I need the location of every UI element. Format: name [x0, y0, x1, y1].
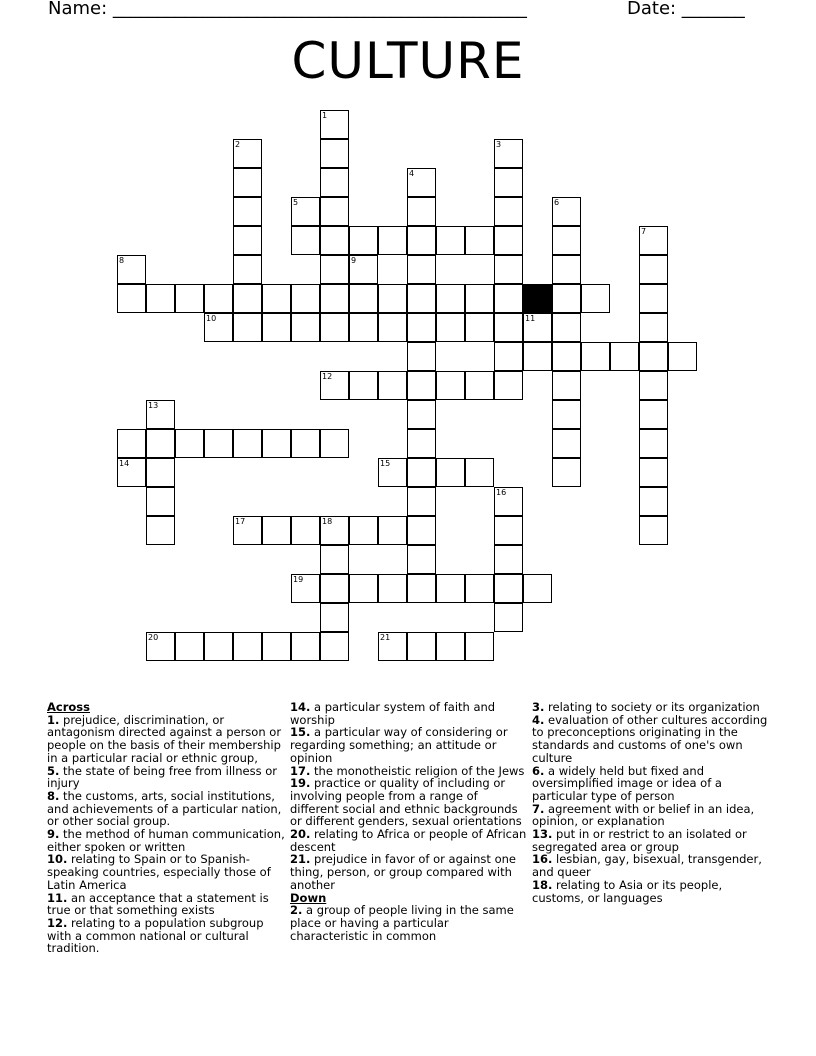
- grid-cell[interactable]: [639, 429, 668, 458]
- grid-cell[interactable]: [639, 371, 668, 400]
- grid-cell[interactable]: [610, 342, 639, 371]
- grid-cell[interactable]: [436, 226, 465, 255]
- grid-cell[interactable]: [639, 284, 668, 313]
- across-clue-9: 9. the method of human communication, either spoken or written: [47, 827, 285, 854]
- grid-cell[interactable]: [204, 632, 233, 661]
- grid-cell[interactable]: [639, 255, 668, 284]
- grid-cell[interactable]: [291, 632, 320, 661]
- grid-cell[interactable]: [639, 226, 668, 255]
- across-clue-5: 5. the state of being free from illness or injury: [47, 763, 277, 791]
- grid-cell[interactable]: [233, 255, 262, 284]
- across-clue-17: 17. the monotheistic religion of the Jews: [290, 763, 525, 778]
- clue-number: 15: [380, 459, 391, 468]
- clue-number: 21: [380, 633, 391, 642]
- grid-cell[interactable]: [378, 458, 407, 487]
- grid-cell[interactable]: [494, 545, 523, 574]
- grid-cell[interactable]: [175, 284, 204, 313]
- grid-cell[interactable]: [233, 168, 262, 197]
- grid-cell[interactable]: [320, 284, 349, 313]
- grid-cell[interactable]: [639, 313, 668, 342]
- across-clue-14: 14. a particular system of faith and worship: [290, 700, 496, 727]
- grid-cell[interactable]: [552, 284, 581, 313]
- grid-cell[interactable]: [378, 284, 407, 313]
- grid-cell[interactable]: [494, 284, 523, 313]
- grid-cell[interactable]: [233, 226, 262, 255]
- grid-cell[interactable]: [407, 429, 436, 458]
- grid-cell[interactable]: [146, 458, 175, 487]
- grid-cell[interactable]: [146, 516, 175, 545]
- grid-cell[interactable]: [320, 110, 349, 139]
- grid-cell[interactable]: [552, 458, 581, 487]
- clue-number: 6: [554, 198, 560, 207]
- grid-cell[interactable]: [291, 284, 320, 313]
- grid-cell[interactable]: [320, 197, 349, 226]
- grid-cell[interactable]: [552, 400, 581, 429]
- grid-cell[interactable]: [262, 284, 291, 313]
- grid-cell[interactable]: [291, 226, 320, 255]
- grid-cell[interactable]: [407, 632, 436, 661]
- grid-cell[interactable]: [204, 284, 233, 313]
- grid-cell[interactable]: [262, 516, 291, 545]
- down-clue-16: 16. lesbian, gay, bisexual, transgender, and queer: [532, 852, 762, 880]
- grid-cell[interactable]: [320, 429, 349, 458]
- grid-cell[interactable]: [320, 255, 349, 284]
- grid-cell[interactable]: [204, 313, 233, 342]
- across-clue-20: 20. relating to Africa or people of African descent: [290, 827, 527, 854]
- across-clue-21: 21. prejudice in favor of or against one thing, person, or group compared with another: [290, 852, 516, 892]
- grid-cell[interactable]: [465, 371, 494, 400]
- grid-cell[interactable]: [494, 313, 523, 342]
- down-clue-13: 13. put in or restrict to an isolated or segregated area or group: [532, 827, 747, 854]
- grid-cell[interactable]: [407, 255, 436, 284]
- clue-number: 2: [235, 140, 241, 149]
- down-clue-2: 2. a group of people living in the same place or having a particular characteristic in common: [290, 903, 514, 943]
- grid-cell[interactable]: [378, 574, 407, 603]
- grid-cell[interactable]: [494, 226, 523, 255]
- clue-number: 19: [293, 575, 304, 584]
- grid-cell[interactable]: [407, 574, 436, 603]
- grid-cell[interactable]: [349, 371, 378, 400]
- grid-cell[interactable]: [349, 313, 378, 342]
- across-clue-12: 12. relating to a population subgroup with a common national or cultural tradition.: [47, 915, 264, 956]
- grid-cell[interactable]: [233, 197, 262, 226]
- grid-cell[interactable]: [581, 284, 610, 313]
- grid-cell[interactable]: [436, 574, 465, 603]
- down-clue-6: 6. a widely held but fixed and oversimplified image or idea of a particular type of person: [532, 763, 722, 803]
- grid-cell[interactable]: [552, 226, 581, 255]
- date-field[interactable]: Date: _______: [627, 0, 745, 19]
- grid-cell[interactable]: [320, 371, 349, 400]
- grid-cell[interactable]: [320, 632, 349, 661]
- down-heading: Down: [290, 890, 327, 905]
- grid-cell[interactable]: [436, 313, 465, 342]
- grid-cell[interactable]: [494, 342, 523, 371]
- grid-cell[interactable]: [523, 574, 552, 603]
- grid-cell[interactable]: [291, 429, 320, 458]
- grid-cell[interactable]: [494, 168, 523, 197]
- across-clue-8: 8. the customs, arts, social institutions, and achievements of a particular nation, or other social group.: [47, 788, 282, 829]
- grid-cell[interactable]: [407, 371, 436, 400]
- grid-cell[interactable]: [262, 429, 291, 458]
- grid-cell[interactable]: [320, 168, 349, 197]
- grid-cell[interactable]: [233, 516, 262, 545]
- clue-number: 14: [119, 459, 130, 468]
- grid-cell[interactable]: [581, 342, 610, 371]
- grid-cell[interactable]: [320, 545, 349, 574]
- grid-cell[interactable]: [523, 313, 552, 342]
- grid-cell[interactable]: [117, 429, 146, 458]
- clue-number: 17: [235, 517, 246, 526]
- grid-cell[interactable]: [552, 197, 581, 226]
- clues-column-2: [290, 701, 528, 942]
- grid-cell[interactable]: [465, 226, 494, 255]
- grid-cell[interactable]: [320, 226, 349, 255]
- grid-cell[interactable]: [668, 342, 697, 371]
- grid-cell[interactable]: [320, 313, 349, 342]
- grid-cell[interactable]: [320, 139, 349, 168]
- grid-cell[interactable]: [378, 371, 407, 400]
- grid-cell[interactable]: [146, 284, 175, 313]
- grid-cell[interactable]: [407, 458, 436, 487]
- clue-number: 20: [148, 633, 159, 642]
- grid-cell[interactable]: [349, 226, 378, 255]
- grid-cell[interactable]: [407, 168, 436, 197]
- grid-cell[interactable]: [117, 255, 146, 284]
- grid-cell[interactable]: [407, 342, 436, 371]
- across-heading: Across: [47, 700, 90, 714]
- grid-cell[interactable]: [117, 458, 146, 487]
- across-clue-19: 19. practice or quality of including or involving people from a range of different social and ethnic backgrounds or different genders, sexual orientations: [290, 776, 522, 829]
- grid-cell[interactable]: [204, 429, 233, 458]
- grid-cell[interactable]: [117, 284, 146, 313]
- down-clue-18: 18. relating to Asia or its people, customs, or languages: [532, 877, 723, 905]
- grid-cell[interactable]: [552, 255, 581, 284]
- grid-cell[interactable]: [349, 284, 378, 313]
- clues-column-1: [47, 701, 285, 955]
- clue-number: 13: [148, 401, 159, 410]
- across-clue-10: 10. relating to Spain or to Spanish-speaking countries, especially those of Latin America: [47, 852, 271, 892]
- grid-cell[interactable]: [349, 574, 378, 603]
- grid-cell[interactable]: [494, 603, 523, 632]
- grid-cell[interactable]: [494, 487, 523, 516]
- grid-cell[interactable]: [465, 632, 494, 661]
- grid-cell[interactable]: [233, 139, 262, 168]
- grid-cell[interactable]: [465, 574, 494, 603]
- grid-cell[interactable]: [233, 313, 262, 342]
- grid-cell[interactable]: [378, 226, 407, 255]
- grid-cell[interactable]: [494, 371, 523, 400]
- down-clue-4: 4. evaluation of other cultures according to preconceptions originating in the standards and customs of one's own culture: [532, 712, 768, 765]
- grid-cell[interactable]: [639, 516, 668, 545]
- grid-cell[interactable]: [262, 313, 291, 342]
- grid-cell[interactable]: [378, 516, 407, 545]
- clues-column-3: [532, 701, 770, 904]
- grid-cell[interactable]: [407, 226, 436, 255]
- grid-cell[interactable]: [146, 400, 175, 429]
- grid-cell[interactable]: [233, 632, 262, 661]
- grid-cell[interactable]: [291, 574, 320, 603]
- grid-cell[interactable]: [494, 197, 523, 226]
- grid-cell[interactable]: [552, 342, 581, 371]
- grid-cell[interactable]: [175, 632, 204, 661]
- across-clue-11: 11. an acceptance that a statement is true or that something exists: [47, 890, 269, 918]
- clue-number: 12: [322, 372, 333, 381]
- grid-cell[interactable]: [146, 487, 175, 516]
- grid-cell[interactable]: [407, 313, 436, 342]
- grid-cell[interactable]: [465, 284, 494, 313]
- clue-number: 3: [496, 140, 502, 149]
- grid-cell[interactable]: [552, 371, 581, 400]
- grid-cell[interactable]: [378, 313, 407, 342]
- clue-number: 18: [322, 517, 333, 526]
- grid-cell[interactable]: [262, 632, 291, 661]
- across-clue-1: 1. prejudice, discrimination, or antagonism directed against a person or people on the basis of their membership in a particular racial or ethnic group,: [47, 712, 282, 765]
- clue-number: 8: [119, 256, 125, 265]
- grid-cell[interactable]: [407, 545, 436, 574]
- grid-cell[interactable]: [320, 574, 349, 603]
- grid-cell[interactable]: [378, 632, 407, 661]
- grid-cell[interactable]: [291, 197, 320, 226]
- grid-cell[interactable]: [407, 197, 436, 226]
- grid-cell[interactable]: [494, 574, 523, 603]
- grid-cell[interactable]: [639, 458, 668, 487]
- down-clue-7: 7. agreement with or belief in an idea, opinion, or explanation: [532, 801, 755, 829]
- clue-number: 9: [351, 256, 357, 265]
- grid-cell[interactable]: [639, 487, 668, 516]
- grid-cell[interactable]: [465, 458, 494, 487]
- grid-cell[interactable]: [233, 429, 262, 458]
- clue-number: 16: [496, 488, 507, 497]
- name-field[interactable]: Name: ______________________________________________: [48, 0, 527, 19]
- clue-number: 7: [641, 227, 647, 236]
- grid-cell[interactable]: [407, 516, 436, 545]
- grid-cell[interactable]: [639, 400, 668, 429]
- grid-cell[interactable]: [407, 400, 436, 429]
- page-title: CULTURE: [291, 32, 525, 90]
- grid-cell[interactable]: [552, 429, 581, 458]
- grid-cell[interactable]: [436, 284, 465, 313]
- grid-cell[interactable]: [494, 516, 523, 545]
- grid-cell[interactable]: [436, 371, 465, 400]
- grid-cell[interactable]: [436, 632, 465, 661]
- grid-cell[interactable]: [639, 342, 668, 371]
- grid-cell[interactable]: [349, 255, 378, 284]
- grid-cell[interactable]: [291, 516, 320, 545]
- grid-cell[interactable]: [552, 313, 581, 342]
- grid-cell[interactable]: [407, 284, 436, 313]
- grid-cell[interactable]: [320, 603, 349, 632]
- grid-cell[interactable]: [465, 313, 494, 342]
- clue-number: 10: [206, 314, 217, 323]
- grid-cell[interactable]: [320, 516, 349, 545]
- grid-cell[interactable]: [494, 255, 523, 284]
- clue-number: 11: [525, 314, 536, 323]
- grid-cell[interactable]: [233, 284, 262, 313]
- grid-cell[interactable]: [291, 313, 320, 342]
- grid-cell[interactable]: [523, 342, 552, 371]
- across-clue-15: 15. a particular way of considering or regarding something; an attitude or opinion: [290, 725, 508, 765]
- clue-number: 5: [293, 198, 299, 207]
- grid-cell[interactable]: [146, 429, 175, 458]
- clue-number: 1: [322, 111, 328, 120]
- grid-cell[interactable]: [494, 139, 523, 168]
- grid-cell[interactable]: [349, 516, 378, 545]
- grid-cell[interactable]: [175, 429, 204, 458]
- down-clue-3: 3. relating to society or its organization: [532, 700, 760, 714]
- grid-cell[interactable]: [146, 632, 175, 661]
- grid-cell[interactable]: [436, 458, 465, 487]
- grid-cell[interactable]: [407, 487, 436, 516]
- black-square: [523, 284, 552, 313]
- clue-number: 4: [409, 169, 415, 178]
